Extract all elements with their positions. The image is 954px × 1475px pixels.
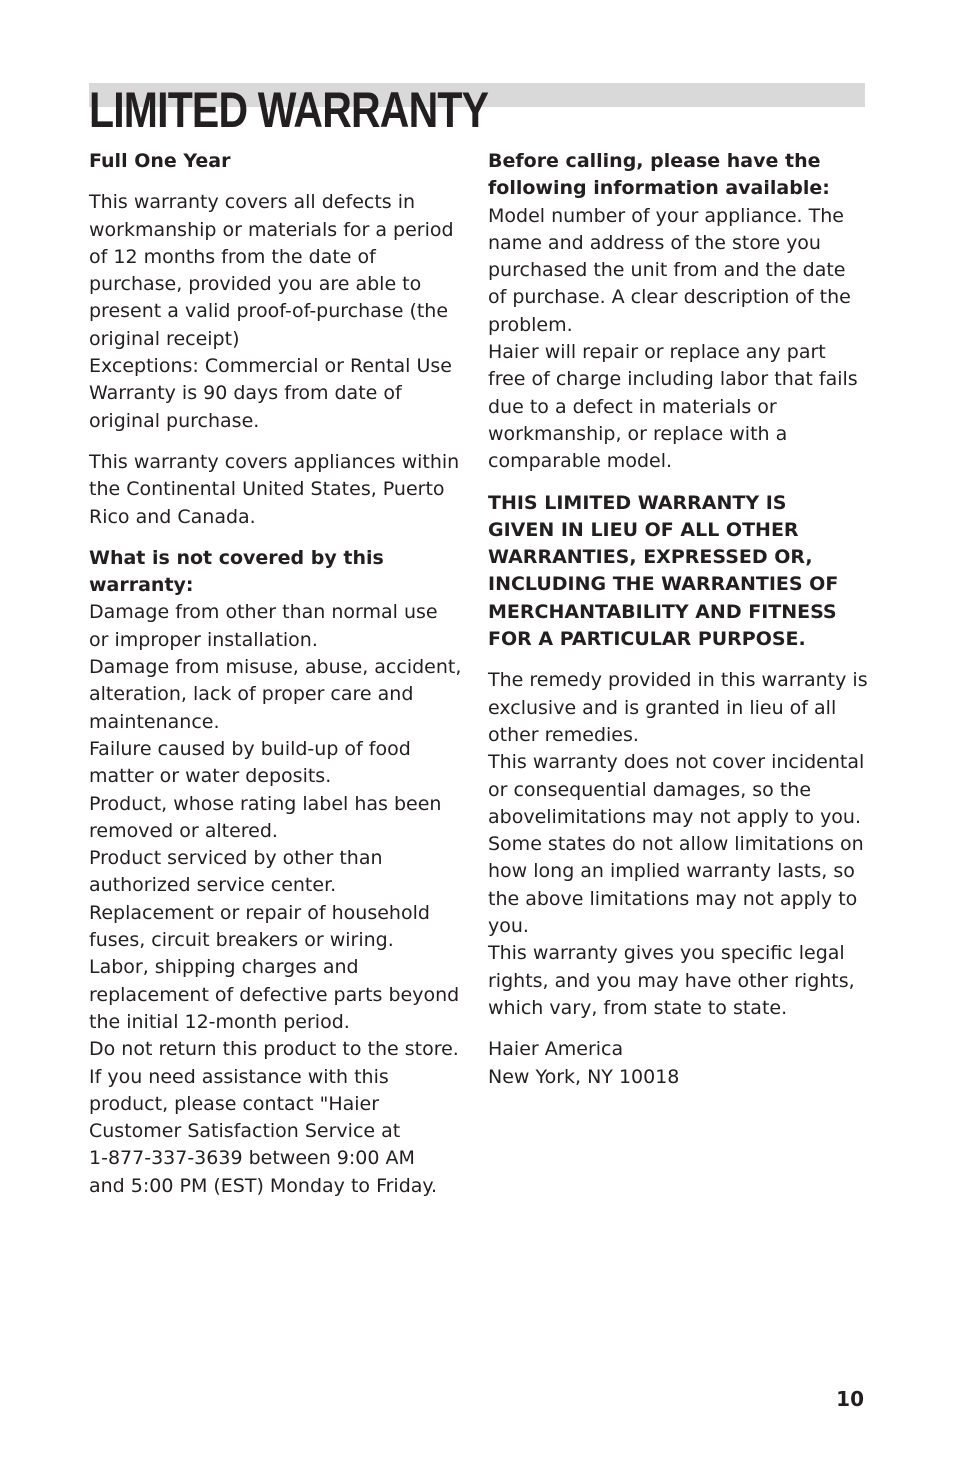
before-calling-section xyxy=(488,148,870,476)
text-line: authorized service center. xyxy=(89,874,337,897)
text-line: replacement of defective parts beyond xyxy=(89,983,460,1006)
text-line: due to a defect in materials or xyxy=(488,395,777,418)
not-covered-section xyxy=(89,545,469,1200)
text-line: and 5:00 PM (EST) Monday to Friday. xyxy=(89,1174,437,1197)
text-line: or improper installation. xyxy=(89,628,318,651)
text-line: Failure caused by build-up of food xyxy=(89,737,411,760)
text-line: which vary, from state to state. xyxy=(488,996,788,1019)
disclaimer-line: GIVEN IN LIEU OF ALL OTHER xyxy=(488,518,799,541)
text-line: exclusive and is granted in lieu of all xyxy=(488,696,837,719)
disclaimer-line: THIS LIMITED WARRANTY IS xyxy=(488,491,787,514)
disclaimer-line: INCLUDING THE WARRANTIES OF xyxy=(488,573,839,596)
company-name: Haier America xyxy=(488,1038,624,1061)
text-line: This warranty does not cover incidental xyxy=(488,751,865,774)
text-line: This warranty covers appliances within xyxy=(89,450,460,473)
text-line: problem. xyxy=(488,313,573,336)
text-line: the initial 12-month period. xyxy=(89,1010,350,1033)
text-line: purchase, provided you are able to xyxy=(89,273,422,296)
disclaimer-line: FOR A PARTICULAR PURPOSE. xyxy=(488,628,806,651)
disclaimer-line: MERCHANTABILITY AND FITNESS xyxy=(488,600,837,623)
warranty-coverage-paragraph xyxy=(89,189,469,435)
right-column xyxy=(488,148,870,1105)
text-line: Labor, shipping charges and xyxy=(89,956,359,979)
before-calling-heading: Before calling, please have the xyxy=(488,150,821,172)
text-line: removed or altered. xyxy=(89,819,278,842)
text-line: free of charge including labor that fails xyxy=(488,368,858,391)
remedy-paragraph xyxy=(488,667,870,1022)
not-covered-heading: warranty: xyxy=(89,574,194,597)
text-line: or consequential damages, so the xyxy=(488,778,812,801)
text-line: the above limitations may not apply to xyxy=(488,887,858,910)
text-line: Haier will repair or replace any part xyxy=(488,341,826,364)
text-line: Warranty is 90 days from date of xyxy=(89,382,402,405)
text-line: original purchase. xyxy=(89,409,260,432)
text-line: Some states do not allow limitations on xyxy=(488,833,864,856)
text-line: Customer Satisfaction Service at xyxy=(89,1120,401,1143)
text-line: alteration, lack of proper care and xyxy=(89,683,414,706)
text-line: fuses, circuit breakers or wiring. xyxy=(89,929,394,952)
left-column xyxy=(89,148,469,1214)
text-line: This warranty gives you specific legal xyxy=(488,942,845,965)
text-line: comparable model. xyxy=(488,450,673,473)
page-title: LIMITED WARRANTY xyxy=(89,82,489,138)
before-calling-heading: following information available: xyxy=(488,177,830,200)
full-one-year-heading: Full One Year xyxy=(89,150,231,172)
page-number: 10 xyxy=(836,1387,864,1411)
text-line: workmanship or materials for a period xyxy=(89,218,454,241)
text-line: other remedies. xyxy=(488,723,639,746)
text-line: name and address of the store you xyxy=(488,231,821,254)
text-line: Damage from other than normal use xyxy=(89,601,438,624)
text-line: The remedy provided in this warranty is xyxy=(488,669,868,692)
text-line: Damage from misuse, abuse, accident, xyxy=(89,656,462,679)
text-line: original receipt) xyxy=(89,327,240,350)
text-line: you. xyxy=(488,915,529,938)
text-line: abovelimitations may not apply to you. xyxy=(488,805,862,828)
text-line: Product, whose rating label has been xyxy=(89,792,442,815)
text-line: of 12 months from the date of xyxy=(89,245,376,268)
text-line: Product serviced by other than xyxy=(89,847,383,870)
text-line: Do not return this product to the store. xyxy=(89,1038,459,1061)
text-line: Exceptions: Commercial or Rental Use xyxy=(89,355,452,378)
not-covered-heading: What is not covered by this xyxy=(89,546,384,569)
company-city: New York, NY 10018 xyxy=(488,1065,680,1088)
company-address xyxy=(488,1036,870,1091)
text-line: how long an implied warranty lasts, so xyxy=(488,860,855,883)
text-line: workmanship, or replace with a xyxy=(488,422,788,445)
text-line: Rico and Canada. xyxy=(89,505,256,528)
text-line: Replacement or repair of household xyxy=(89,901,430,924)
text-line: purchased the unit from and the date xyxy=(488,259,846,282)
disclaimer-line: WARRANTIES, EXPRESSED OR, xyxy=(488,546,813,569)
text-line: maintenance. xyxy=(89,710,220,733)
text-line: rights, and you may have other rights, xyxy=(488,969,855,992)
text-line: product, please contact "Haier xyxy=(89,1092,380,1115)
text-line: This warranty covers all defects in xyxy=(89,191,416,214)
coverage-area-paragraph xyxy=(89,449,469,531)
text-line: 1-877-337-3639 between 9:00 AM xyxy=(89,1147,415,1170)
text-line: matter or water deposits. xyxy=(89,765,332,788)
text-line: of purchase. A clear description of the xyxy=(488,286,851,309)
text-line: Model number of your appliance. The xyxy=(488,204,844,227)
text-line: the Continental United States, Puerto xyxy=(89,478,445,501)
text-line: present a valid proof-of-purchase (the xyxy=(89,300,449,323)
text-line: If you need assistance with this xyxy=(89,1065,389,1088)
warranty-disclaimer xyxy=(488,490,870,654)
